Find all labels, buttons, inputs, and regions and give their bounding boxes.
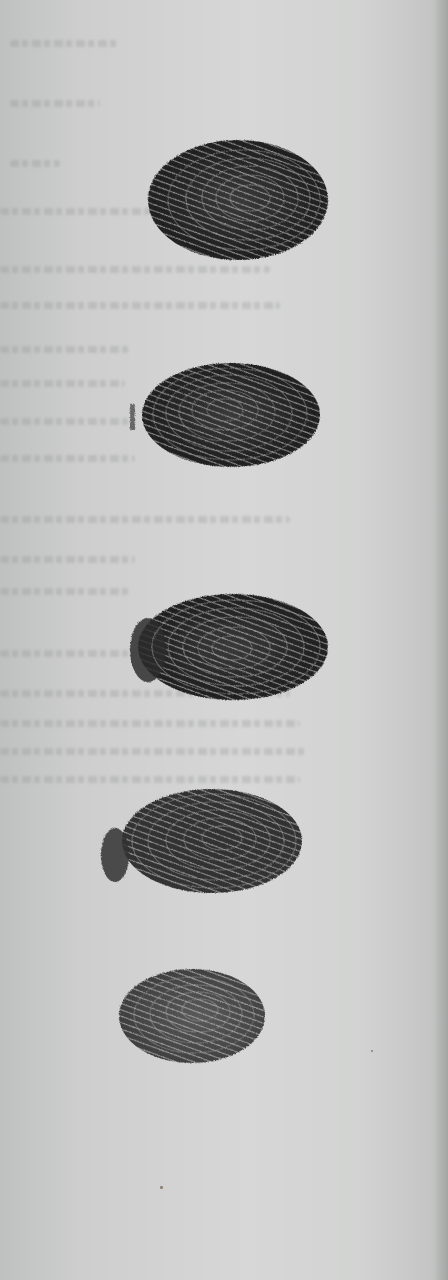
fingerprint-1: [148, 140, 328, 260]
fingerprint-5: [119, 969, 265, 1063]
dust-speck: [160, 1186, 163, 1189]
dust-speck: [371, 1050, 373, 1052]
fingerprint-4: [101, 789, 302, 893]
fingerprint-3: [130, 594, 328, 700]
fingerprint-2: [130, 363, 320, 467]
paper-edge-shadow: [434, 0, 448, 1280]
